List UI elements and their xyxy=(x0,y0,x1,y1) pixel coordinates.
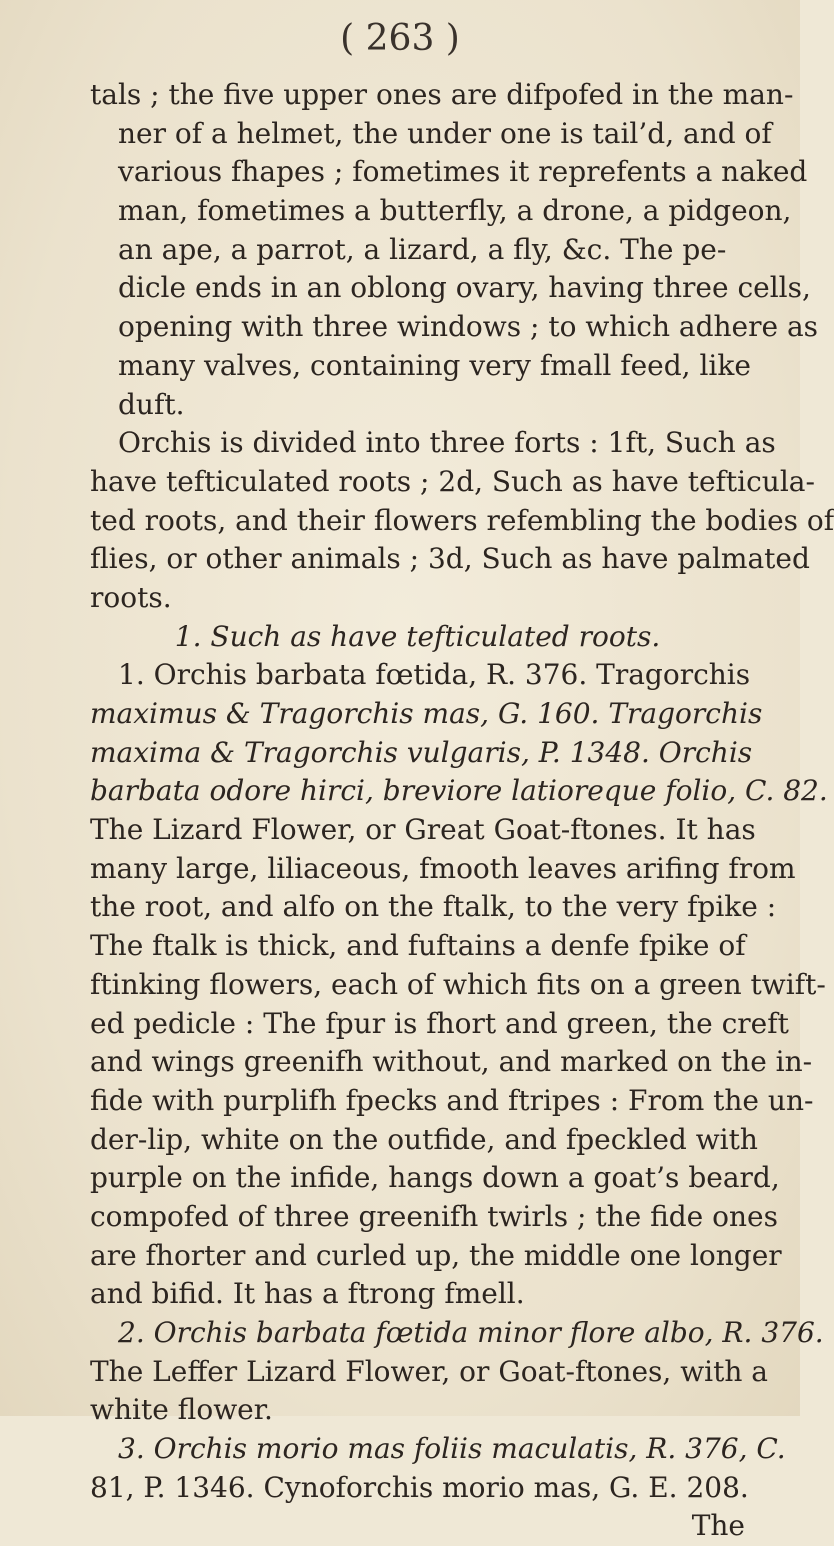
text-line: tals ; the five upper ones are difpofed in the man- xyxy=(90,78,794,111)
text-line: maximus & Tragorchis mas, G. 160. Tragorchis xyxy=(90,697,763,730)
page-number: ( 263 ) xyxy=(340,18,460,59)
text-line: The Lizard Flower, or Great Goat-ftones. It has xyxy=(90,813,756,847)
text-line: and bifid. It has a ftrong fmell. xyxy=(90,1277,525,1311)
text-line: der-lip, white on the outfide, and fpeckled with xyxy=(90,1122,758,1156)
text-line: maxima & Tragorchis vulgaris, P. 1348. Orchis xyxy=(90,735,753,769)
text-line: Orchis is divided into three forts : 1ft, Such as xyxy=(118,426,776,460)
text-line: an ape, a parrot, a lizard, a fly, &c. The pe- xyxy=(118,232,727,266)
text-line: ted roots, and their flowers refembling the bodies of xyxy=(90,503,834,537)
text-line: many large, liliaceous, fmooth leaves arifing from xyxy=(90,851,796,885)
text-line: barbata odore hirci, breviore latioreque folio, C. 82. xyxy=(90,774,828,808)
text-line: flies, or other animals ; 3d, Such as have palmated xyxy=(90,542,810,576)
text-line: fide with purplifh fpecks and ftripes : From the un- xyxy=(90,1083,814,1117)
text-line: 3. Orchis morio mas foliis maculatis, R. 376, C. xyxy=(118,1432,786,1466)
text-line: various fhapes ; fometimes it reprefents a naked xyxy=(118,155,808,189)
text-line: are fhorter and curled up, the middle one longer xyxy=(90,1238,782,1272)
text-line: duft. xyxy=(118,387,185,421)
text-line: compofed of three greenifh twirls ; the fide ones xyxy=(90,1199,778,1233)
text-line: and wings greenifh without, and marked on the in- xyxy=(90,1045,813,1079)
text-line: The Leffer Lizard Flower, or Goat-ftones, with a xyxy=(90,1354,769,1388)
text-line: the root, and alfo on the ftalk, to the very fpike : xyxy=(90,890,777,924)
text-line: dicle ends in an oblong ovary, having three cells, xyxy=(118,271,811,305)
text-line: 2. Orchis barbata fœtida minor flore albo, R. 376. xyxy=(118,1316,824,1349)
text-line: many valves, containing very fmall feed, like xyxy=(118,348,751,382)
body-text xyxy=(90,76,834,1546)
text-line: 1. Orchis barbata fœtida, R. 376. Tragorchis xyxy=(118,658,751,692)
text-line: purple on the infide, hangs down a goat’s beard, xyxy=(90,1161,780,1195)
section-heading: 1. Such as have tefticulated roots. xyxy=(174,619,661,653)
text-line: ner of a helmet, the under one is tail’d, and of xyxy=(118,116,772,150)
text-line: The ftalk is thick, and fuftains a denfe fpike of xyxy=(90,929,746,963)
text-line: man, fometimes a butterfly, a drone, a pidgeon, xyxy=(118,194,792,228)
text-line: ftinking flowers, each of which fits on a green twift- xyxy=(90,967,826,1001)
text-line: white flower. xyxy=(90,1393,273,1427)
text-line: 81, P. 1346. Cynoforchis morio mas, G. E. 208. xyxy=(90,1470,749,1504)
text-line: have tefticulated roots ; 2d, Such as have tefticula- xyxy=(90,464,815,498)
text-line: roots. xyxy=(90,580,172,614)
catchword: The xyxy=(691,1509,745,1543)
text-line: opening with three windows ; to which adhere as xyxy=(118,310,819,344)
text-line: ed pedicle : The fpur is fhort and green, the creft xyxy=(90,1006,789,1040)
